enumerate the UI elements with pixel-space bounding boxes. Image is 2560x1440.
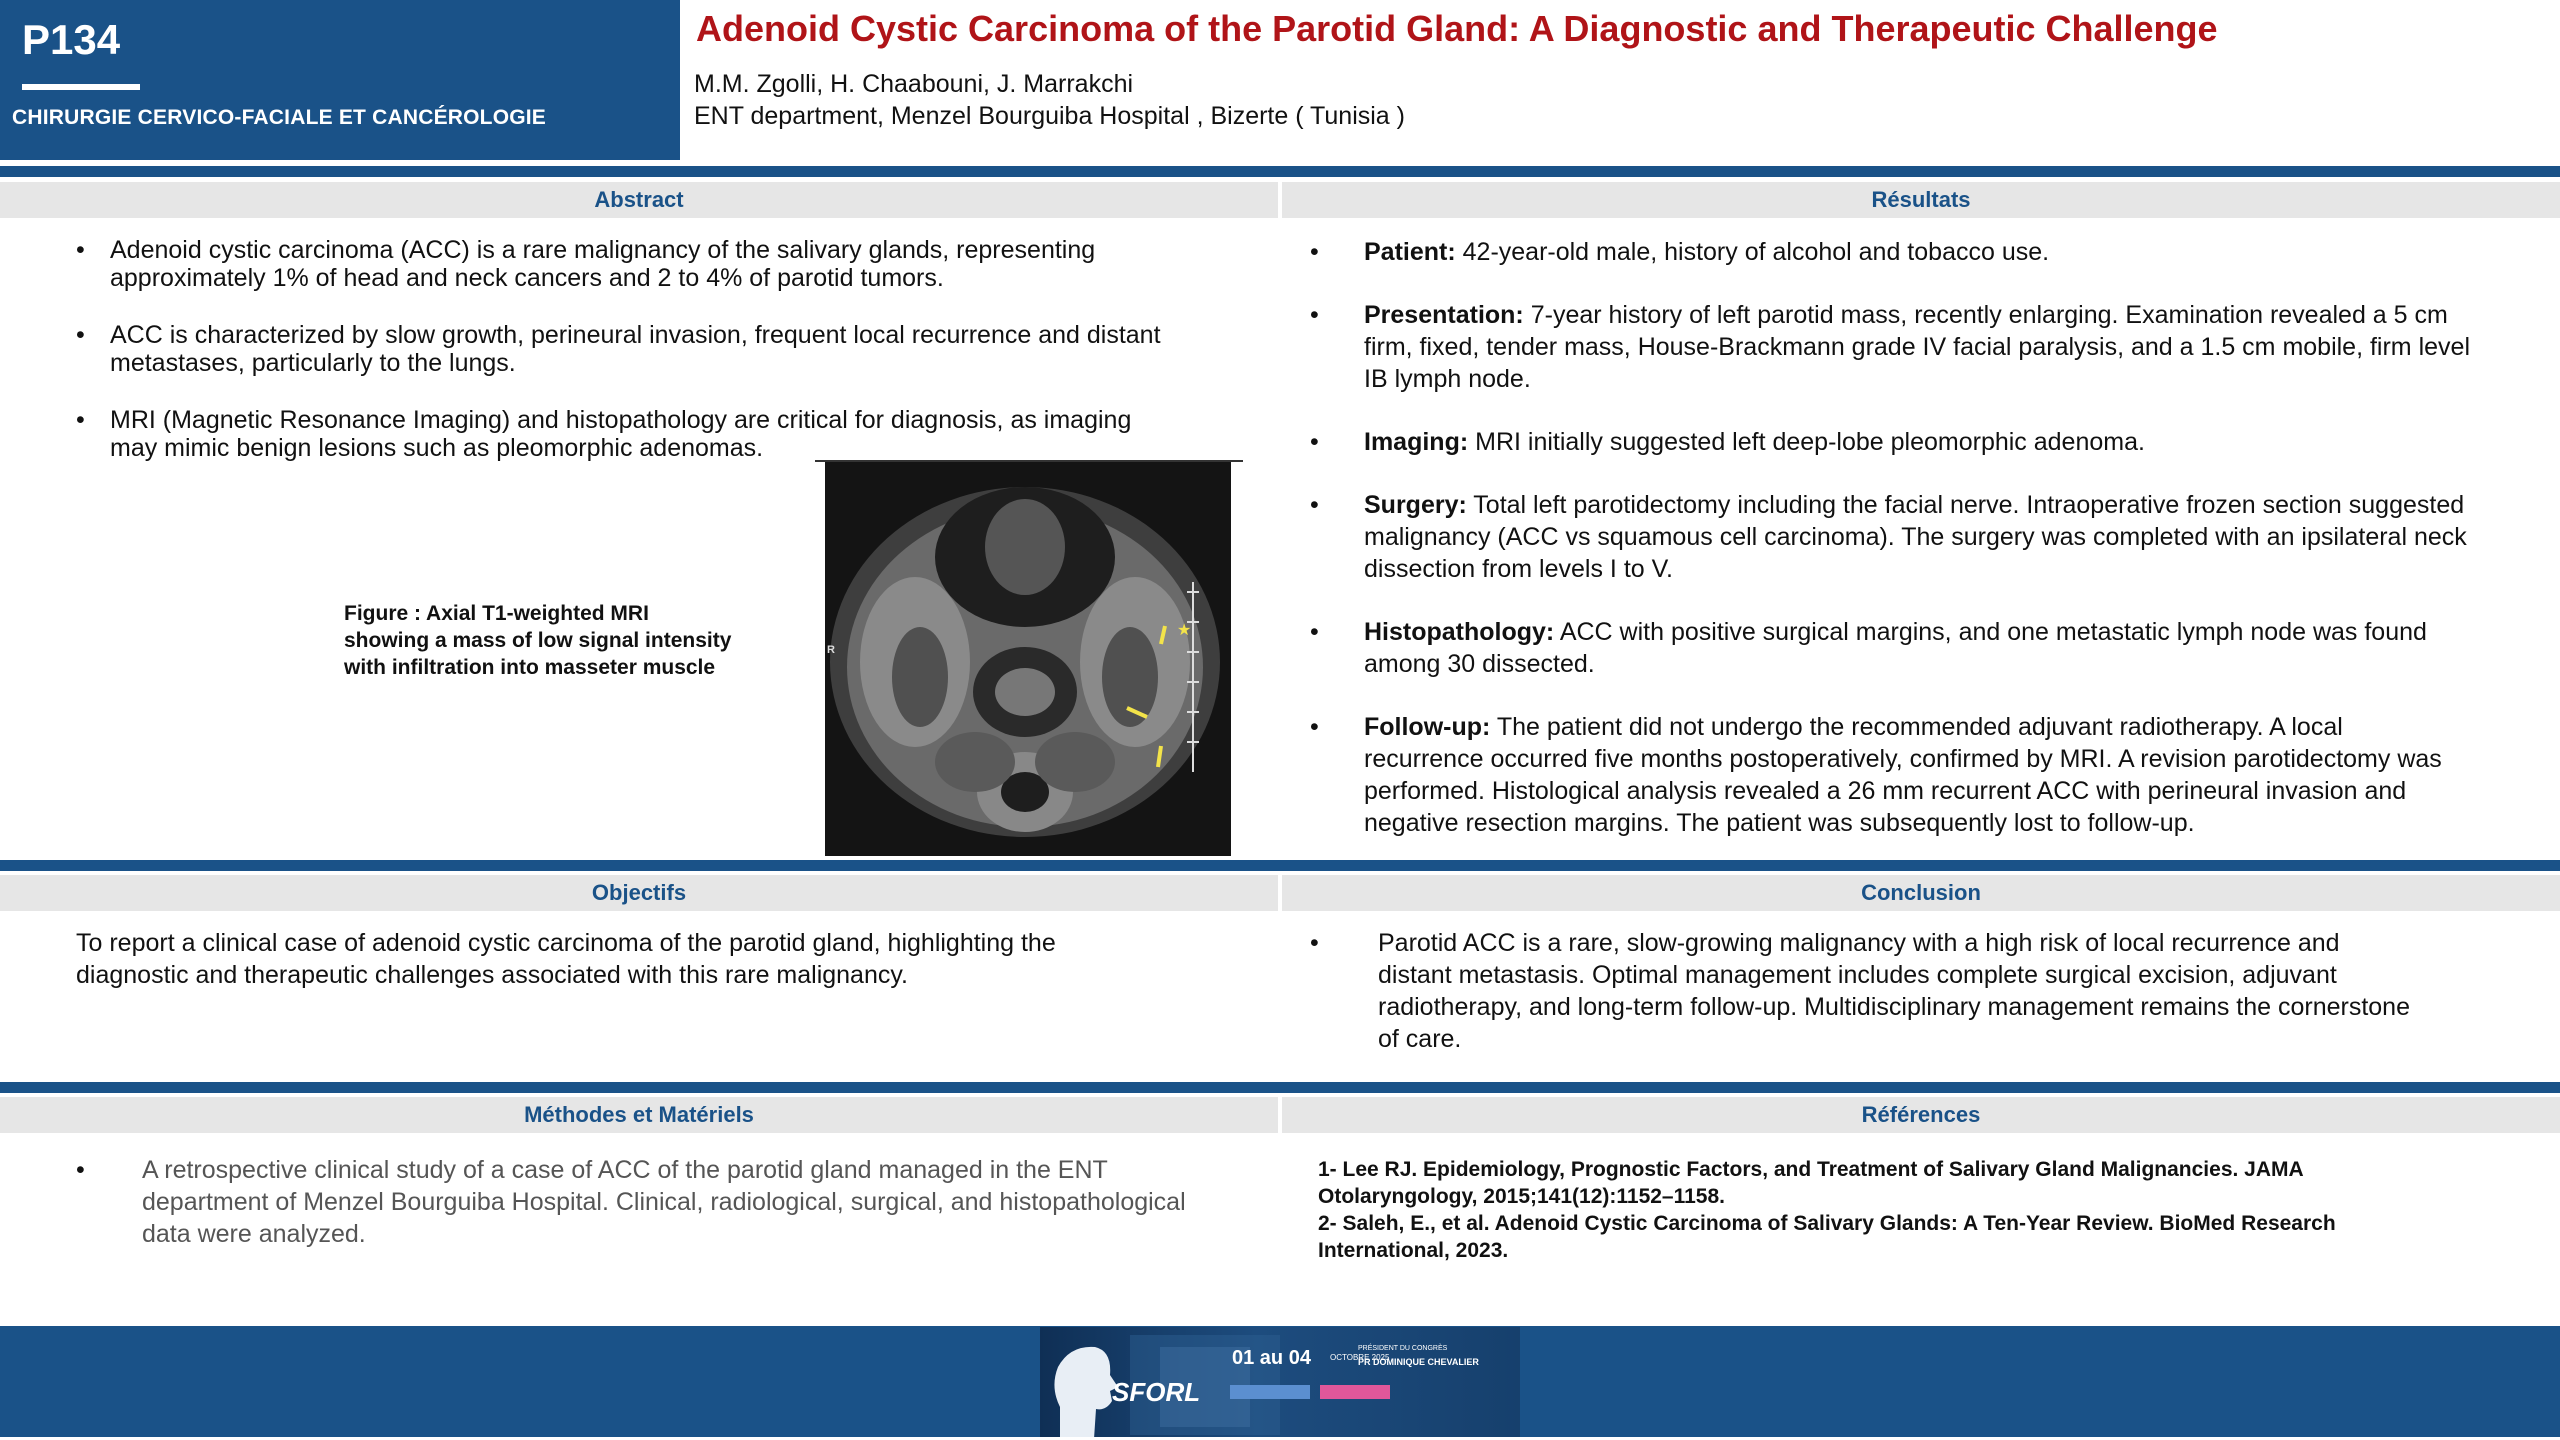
congress-dates: 01 au 04 xyxy=(1232,1347,1311,1369)
congress-month: OCTOBRE 2025 xyxy=(1330,1353,1390,1362)
results-text xyxy=(1344,711,2550,839)
congress-banner xyxy=(1040,1327,1520,1439)
objectifs-heading: Objectifs xyxy=(0,875,1278,911)
abstract-text-line: metastases, particularly to the lungs. xyxy=(110,349,516,377)
mri-image xyxy=(825,462,1231,856)
reference-line: 2- Saleh, E., et al. Adenoid Cystic Carcinoma of Salivary Glands: A Ten-Year Review. BioMed Research xyxy=(1318,1212,2336,1235)
methodes-line: data were analyzed. xyxy=(142,1220,366,1248)
bullet-dot: • xyxy=(1310,618,1319,646)
mri-side-marker: R xyxy=(827,644,835,656)
methodes-text xyxy=(76,1154,1276,1250)
reference-line: Otolaryngology, 2015;141(12):1152–1158. xyxy=(1318,1185,1725,1208)
bullet-dot: • xyxy=(1310,301,1319,329)
results-line: recurrence occurred five months postoperatively, confirmed by MRI. A revision parotidectomy was xyxy=(1364,745,2442,773)
poster-id-underline xyxy=(22,84,140,90)
conclusion-line: of care. xyxy=(1378,1025,1462,1053)
section-divider xyxy=(0,1082,2560,1093)
objectifs-text xyxy=(76,927,1056,991)
results-line: IB lymph node. xyxy=(1364,365,1531,393)
results-item xyxy=(1310,616,2550,680)
results-line: 7-year history of left parotid mass, recently enlarging. Examination revealed a 5 cm xyxy=(1523,301,2448,329)
results-label: Surgery: xyxy=(1364,491,1467,519)
president-name: PR DOMINIQUE CHEVALIER xyxy=(1358,1357,1479,1367)
conclusion-heading: Conclusion xyxy=(1282,875,2560,911)
abstract-bullet xyxy=(76,406,1266,462)
results-heading: Résultats xyxy=(1282,182,2560,218)
figure-caption-line: with infiltration into masseter muscle xyxy=(344,656,716,679)
reference-line: International, 2023. xyxy=(1318,1239,1509,1262)
results-item xyxy=(1310,711,2550,839)
results-label: Histopathology: xyxy=(1364,618,1555,646)
methodes-heading: Méthodes et Matériels xyxy=(0,1097,1278,1133)
results-label: Presentation: xyxy=(1364,301,1524,329)
results-label: Patient: xyxy=(1364,238,1456,266)
methodes-line: A retrospective clinical study of a case of ACC of the parotid gland managed in the ENT xyxy=(142,1156,1108,1184)
abstract-list xyxy=(76,236,1266,462)
figure-caption-line: showing a mass of low signal intensity xyxy=(344,629,732,652)
results-line: malignancy (ACC vs squamous cell carcinoma). The surgery was completed with an ipsilateral neck xyxy=(1364,523,2467,551)
methodes-line: department of Menzel Bourguiba Hospital. Clinical, radiological, surgical, and histopathological xyxy=(142,1188,1186,1216)
results-line: ACC with positive surgical margins, and one metastatic lymph node was found xyxy=(1554,618,2427,646)
results-line: MRI initially suggested left deep-lobe pleomorphic adenoma. xyxy=(1468,428,2145,456)
sforl-logo: SFORL xyxy=(1112,1377,1201,1407)
results-line: firm, fixed, tender mass, House-Brackmann grade IV facial paralysis, and a 1.5 cm mobile, firm level xyxy=(1364,333,2470,361)
results-list xyxy=(1310,236,2550,839)
bullet-dot: • xyxy=(1310,713,1319,741)
sponsor-logo xyxy=(1230,1385,1310,1399)
authors: M.M. Zgolli, H. Chaabouni, J. Marrakchi xyxy=(694,70,1134,98)
results-item xyxy=(1310,236,2550,268)
affiliation: ENT department, Menzel Bourguiba Hospital , Bizerte ( Tunisia ) xyxy=(694,102,1405,130)
results-line: 42-year-old male, history of alcohol and tobacco use. xyxy=(1455,238,2050,266)
references-list xyxy=(1318,1156,2548,1264)
svg-text:★: ★ xyxy=(1177,620,1192,639)
results-line: negative resection margins. The patient was subsequently lost to follow-up. xyxy=(1364,809,2195,837)
results-line: performed. Histological analysis revealed a 26 mm recurrent ACC with perineural invasion and xyxy=(1364,777,2407,805)
bullet-dot: • xyxy=(1310,929,1319,957)
president-label: PRÉSIDENT DU CONGRÈS xyxy=(1358,1345,1448,1352)
results-line: Total left parotidectomy including the facial nerve. Intraoperative frozen section suggested xyxy=(1466,491,2465,519)
results-label: Follow-up: xyxy=(1364,713,1491,741)
results-item xyxy=(1310,426,2550,458)
results-line: The patient did not undergo the recommended adjuvant radiotherapy. A local xyxy=(1490,713,2343,741)
abstract-text-line: may mimic benign lesions such as pleomorphic adenomas. xyxy=(110,434,764,462)
objectifs-line: To report a clinical case of adenoid cystic carcinoma of the parotid gland, highlighting the xyxy=(76,929,1056,957)
bullet-dot: • xyxy=(1310,238,1319,266)
reference-line: 1- Lee RJ. Epidemiology, Prognostic Factors, and Treatment of Salivary Gland Malignancies. JAMA xyxy=(1318,1158,2304,1181)
poster-id: P134 xyxy=(22,16,121,63)
references-heading: Références xyxy=(1282,1097,2560,1133)
bullet-dot: • xyxy=(76,321,85,349)
results-text xyxy=(1344,236,2550,268)
results-label: Imaging: xyxy=(1364,428,1469,456)
results-item xyxy=(1310,489,2550,585)
conclusion-text xyxy=(1310,927,2550,1055)
poster-title: Adenoid Cystic Carcinoma of the Parotid Gland: A Diagnostic and Therapeutic Challenge xyxy=(696,8,2218,49)
section-divider xyxy=(0,860,2560,871)
results-line: dissection from levels I to V. xyxy=(1364,555,1673,583)
bullet-dot: • xyxy=(76,406,85,434)
results-item xyxy=(1310,299,2550,395)
bullet-dot: • xyxy=(1310,491,1319,519)
figure-caption xyxy=(344,600,731,681)
abstract-bullet xyxy=(76,321,1266,377)
abstract-heading: Abstract xyxy=(0,182,1278,218)
figure-caption-line: Figure : Axial T1-weighted MRI xyxy=(344,602,649,625)
results-text xyxy=(1344,489,2550,585)
sponsor-logo xyxy=(1320,1385,1390,1399)
results-line: among 30 dissected. xyxy=(1364,650,1595,678)
objectifs-line: diagnostic and therapeutic challenges associated with this rare malignancy. xyxy=(76,961,908,989)
results-text xyxy=(1344,426,2550,458)
conclusion-line: Parotid ACC is a rare, slow-growing malignancy with a high risk of local recurrence and xyxy=(1378,929,2340,957)
conclusion-line: distant metastasis. Optimal management includes complete surgical excision, adjuvant xyxy=(1378,961,2337,989)
results-text xyxy=(1344,299,2550,395)
bullet-dot: • xyxy=(76,1156,85,1184)
conclusion-line: radiotherapy, and long-term follow-up. Multidisciplinary management remains the cornerstone xyxy=(1378,993,2410,1021)
department-label: CHIRURGIE CERVICO-FACIALE ET CANCÉROLOGIE xyxy=(12,106,547,129)
abstract-text-line: Adenoid cystic carcinoma (ACC) is a rare malignancy of the salivary glands, representing xyxy=(110,236,1096,264)
abstract-text-line: MRI (Magnetic Resonance Imaging) and histopathology are critical for diagnosis, as imaging xyxy=(110,406,1132,434)
bullet-dot: • xyxy=(76,236,85,264)
abstract-bullet xyxy=(76,236,1266,292)
section-divider xyxy=(0,166,2560,177)
abstract-text-line: approximately 1% of head and neck cancers and 2 to 4% of parotid tumors. xyxy=(110,264,944,292)
bullet-dot: • xyxy=(1310,428,1319,456)
abstract-text-line: ACC is characterized by slow growth, perineural invasion, frequent local recurrence and distant xyxy=(110,321,1161,349)
results-text xyxy=(1344,616,2550,680)
